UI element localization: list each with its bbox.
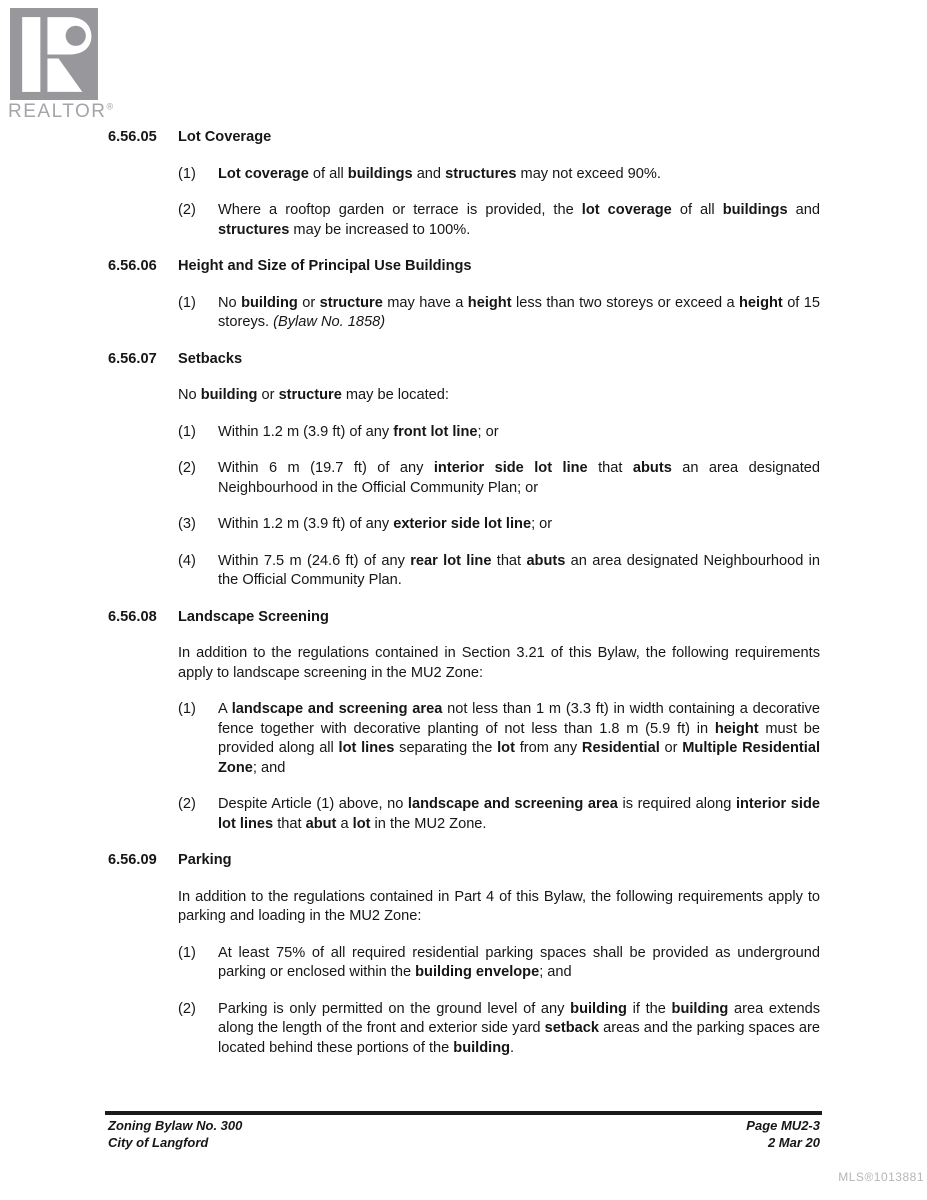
section-6.56.09 [108, 851, 820, 1058]
clause-item [178, 1000, 820, 1059]
section-heading [108, 350, 820, 370]
clause-text: Within 1.2 m (3.9 ft) of any front lot line; or [218, 423, 499, 440]
section-title: Setbacks [178, 350, 243, 367]
clause-text: Despite Article (1) above, no landscape and screening area is required along interior side lot lines that abut a lot in the MU2 Zone. [218, 796, 820, 832]
clause-item [178, 944, 820, 983]
footer-page-number: Page MU2-3 [746, 1118, 820, 1133]
registered-trademark-symbol: ® [106, 101, 114, 112]
clause-text: Within 7.5 m (24.6 ft) of any rear lot line that abuts an area designated Neighbourhood in the Official Community Plan. [218, 552, 821, 588]
section-heading [108, 608, 820, 628]
clause-number: (1) [178, 944, 196, 961]
section-title: Lot Coverage [178, 129, 272, 145]
section-heading [108, 851, 820, 871]
paragraph: No building or structure may be located: [178, 387, 449, 403]
section-heading [108, 257, 820, 277]
clause-text: Within 6 m (19.7 ft) of any interior side lot line that abuts an area designated Neighbourhood in the Official Community Plan; or [218, 460, 820, 496]
clause-number: (2) [178, 202, 196, 218]
clause-number: (1) [178, 294, 196, 311]
clause-number: (2) [178, 1000, 196, 1017]
realtor-r-icon [10, 8, 98, 100]
paragraph: In addition to the regulations contained in Part 4 of this Bylaw, the following requirements apply to parking and loading in the MU2 Zone: [178, 888, 820, 924]
section-6.56.05 [108, 128, 820, 240]
clause-item [178, 201, 820, 240]
section-heading [108, 128, 820, 148]
clause-item [178, 795, 820, 834]
footer-bylaw-title: Zoning Bylaw No. 300 [108, 1118, 243, 1133]
realtor-logo-text [8, 101, 120, 123]
clause-text: Parking is only permitted on the ground level of any building if the building area extends along the length of the front and exterior side yard setback areas and the parking spaces are located behind these portions of the building. [218, 1000, 820, 1056]
section-6.56.06 [108, 257, 820, 333]
section-number: 6.56.05 [108, 129, 157, 145]
footer-city: City of Langford [108, 1134, 209, 1150]
clause-text: Within 1.2 m (3.9 ft) of any exterior side lot line; or [218, 516, 553, 532]
realtor-wordmark: REALTOR [8, 101, 107, 122]
page-footer [108, 1118, 820, 1151]
clause-number: (2) [178, 796, 196, 812]
clause-text: Lot coverage of all buildings and structures may not exceed 90%. [218, 165, 661, 182]
clause-number: (4) [178, 552, 196, 569]
realtor-logo [8, 8, 120, 123]
section-number: 6.56.06 [108, 258, 157, 274]
clause-text: No building or structure may have a height less than two storeys or exceed a height of 15 storeys. (Bylaw No. 1858) [218, 294, 820, 330]
section-number: 6.56.08 [108, 608, 157, 625]
clause-item [178, 459, 820, 498]
clause-item [178, 165, 820, 185]
clause-item [178, 515, 820, 535]
section-number: 6.56.09 [108, 852, 157, 868]
section-title: Landscape Screening [178, 608, 329, 625]
paragraph: In addition to the regulations contained in Section 3.21 of this Bylaw, the following requirements apply to landscape screening in the MU2 Zone: [178, 645, 820, 681]
footer-date: 2 Mar 20 [767, 1134, 820, 1150]
footer-rule [105, 1111, 822, 1115]
clause-item [178, 294, 820, 333]
clause-item [178, 423, 820, 443]
clause-number: (3) [178, 516, 196, 532]
section-title: Parking [178, 852, 232, 868]
clause-number: (1) [178, 423, 196, 440]
clause-item [178, 552, 820, 591]
clause-item [178, 700, 820, 778]
clause-number: (1) [178, 701, 196, 717]
clause-text: Where a rooftop garden or terrace is provided, the lot coverage of all buildings and structures may be increased to 100%. [218, 202, 820, 238]
clause-text: At least 75% of all required residential parking spaces shall be provided as underground parking or enclosed within the building envelope; and [218, 944, 820, 980]
clause-text: A landscape and screening area not less than 1 m (3.3 ft) in width containing a decorative fence together with decorative planting of not less than 1.8 m (5.9 ft) in height must be provided along all lot lines separating the lot from any Residential or Multiple Residential Zone; and [218, 701, 821, 776]
section-title: Height and Size of Principal Use Buildings [178, 258, 472, 274]
clause-number: (2) [178, 460, 196, 476]
document-content [108, 128, 820, 1075]
clause-number: (1) [178, 165, 196, 182]
mls-watermark: MLS®1013881 [838, 1170, 924, 1184]
footer-right [746, 1118, 820, 1151]
footer-left [108, 1118, 242, 1151]
section-6.56.08 [108, 608, 820, 835]
section-6.56.07 [108, 350, 820, 591]
section-number: 6.56.07 [108, 350, 157, 367]
